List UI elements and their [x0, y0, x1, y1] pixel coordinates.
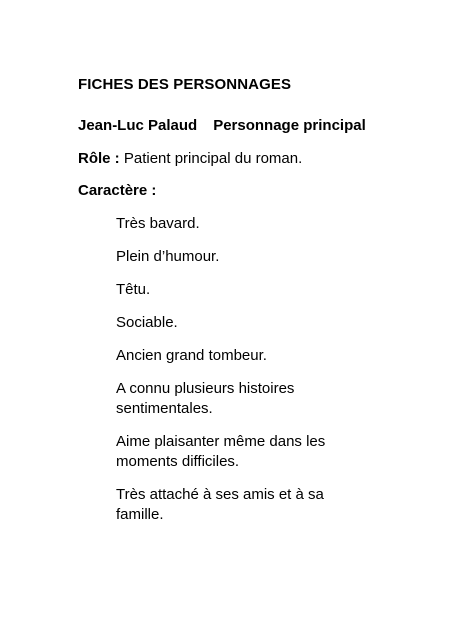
trait-item: Ancien grand tombeur.	[116, 347, 267, 364]
trait-item: A connu plusieurs histoires sentimentales.	[116, 380, 295, 417]
trait-item: Aime plaisanter même dans les moments difficiles.	[116, 433, 326, 470]
trait-item: Très bavard.	[116, 215, 200, 232]
trait-item: Plein d’humour.	[116, 248, 220, 265]
character-name: Jean-Luc Palaud	[78, 117, 198, 134]
trait-item: Sociable.	[116, 314, 178, 331]
document-title: FICHES DES PERSONNAGES	[78, 76, 292, 93]
role-label: Rôle :	[78, 150, 120, 167]
caractere-label: Caractère :	[78, 182, 157, 199]
trait-item: Têtu.	[116, 281, 151, 298]
role-line	[78, 150, 302, 167]
traits-list	[116, 214, 366, 538]
character-heading	[78, 117, 366, 134]
character-status: Personnage principal	[213, 117, 366, 134]
trait-item: Très attaché à ses amis et à sa famille.	[116, 486, 324, 523]
role-value: Patient principal du roman.	[123, 150, 303, 167]
